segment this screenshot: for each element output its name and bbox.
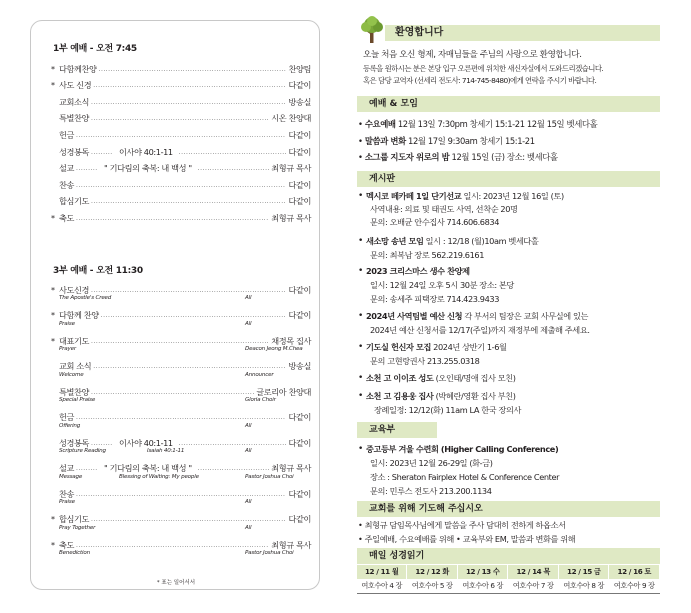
- order-item-label: 합심기도: [59, 196, 90, 207]
- order-row: [51, 196, 311, 208]
- order-item-label: 합심기도: [59, 514, 90, 524]
- leader-dots: [91, 338, 269, 345]
- order-item-label: 다함께찬양: [59, 63, 97, 74]
- order-of-worship-card: [30, 20, 320, 590]
- order-item-detail-en: Blessing of Waiting: My people: [119, 473, 199, 480]
- order-row: [51, 63, 311, 75]
- order-item-label-en: The Apostle's Creed: [59, 295, 112, 301]
- order-item-leader-en: Deacon Jeong M.Chea: [245, 346, 303, 352]
- order-item-label: 사도신경: [59, 284, 90, 295]
- order-item-leader: 다같이: [288, 514, 311, 524]
- service3-title: 3부 예배 - 오전 11:30: [53, 266, 143, 276]
- youth-retreat-contact: 문의: 민루스 전도사 213.200.1134: [370, 486, 492, 496]
- order-item-label: 찬송: [59, 179, 75, 190]
- order-item-leader-en: Pastor Joshua Choi: [245, 473, 294, 480]
- order-row: [51, 212, 311, 224]
- obituary-1-text: (오인태/명애 집사 모친): [433, 373, 516, 383]
- reading-date: 12 / 13 수: [457, 565, 508, 579]
- obituary-2-title: 소천 고 김용웅 집사: [366, 391, 434, 401]
- standing-mark: *: [51, 311, 55, 320]
- bullet-icon: •: [358, 444, 364, 454]
- xmas-concert-date: 일시: 12월 24일 오후 5시 30분 장소: 본당: [370, 280, 514, 290]
- xmas-concert-title: 2023 크리스마스 생수 찬양제: [366, 266, 470, 276]
- order-item-leader-en: All: [245, 295, 252, 301]
- order-item-leader: 방송실: [288, 96, 311, 107]
- order-item-leader-en: Pastor Joshua Choi: [245, 550, 294, 556]
- welcome-line-1: 오늘 처음 오신 형제, 자매님들을 주님의 사랑으로 환영합니다.: [363, 50, 582, 60]
- leader-dots: [99, 66, 287, 73]
- mexico-mission: [366, 191, 564, 202]
- board-header: 게시판: [357, 171, 660, 187]
- worship-item: • 말씀과 변화 12월 17일 9:30am 창세기 15:1-21: [358, 136, 535, 146]
- order-item-label-en: Prayer: [59, 346, 76, 352]
- order-row: [51, 146, 311, 158]
- new-hope-contact: 문의: 최복남 장로 562.219.6161: [370, 250, 485, 260]
- order-row: [51, 163, 311, 175]
- order-item-detail: " 기다림의 축복: 내 백성 ": [104, 163, 192, 174]
- order-item-leader: 최형규 목사: [271, 163, 311, 174]
- order-item-label-en: Praise: [59, 320, 75, 327]
- order-item-leader: 채정목 집사: [271, 335, 311, 346]
- leader-dots: [91, 440, 113, 447]
- order-row-english: [59, 397, 317, 406]
- order-item-label-en: Special Praise: [59, 397, 96, 403]
- order-item-leader-en: All: [245, 499, 252, 505]
- leader-dots: [76, 542, 269, 549]
- order-item-label: 헌금: [59, 412, 75, 422]
- reading-date: 12 / 16 토: [609, 565, 660, 579]
- standing-mark: *: [51, 515, 55, 524]
- bullet-icon: •: [358, 311, 364, 321]
- prayer-room-text: 2024년 상반기 1-6월: [430, 342, 507, 352]
- order-item-label-en: Pray Together: [59, 524, 96, 531]
- standing-mark: *: [51, 213, 55, 223]
- order-item-leader: 방송실: [288, 361, 311, 371]
- order-item-leader: 다같이: [288, 437, 311, 448]
- order-item-leader: 최형규 목사: [271, 463, 311, 473]
- reading-date: 12 / 12 화: [407, 565, 458, 579]
- order-item-leader: 다같이: [288, 146, 311, 157]
- obituary-2-funeral: 장례일정: 12/12(화) 11am LA 한국 장의사: [374, 405, 522, 415]
- prayer-room-volunteers: [366, 342, 507, 353]
- order-item-label: 헌금: [59, 129, 75, 140]
- order-row: [51, 80, 311, 92]
- order-item-label: 특별찬양: [59, 113, 90, 124]
- order-item-label: 축도: [59, 212, 75, 223]
- obituary-1-title: 소천 고 이이조 성도: [366, 373, 434, 383]
- order-item-label-en: Scripture Reading: [59, 448, 106, 454]
- order-row: [51, 113, 311, 125]
- prayer-header: 교회를 위해 기도해 주십시오: [357, 501, 660, 517]
- tree-icon: [357, 15, 387, 45]
- bullet-icon: •: [358, 373, 364, 383]
- order-item-leader-en: Gloria Choir: [245, 397, 276, 403]
- leader-dots: [91, 115, 269, 122]
- leader-dots: [76, 491, 286, 498]
- service1-title: 1부 예배 - 오전 7:45: [53, 44, 137, 54]
- order-item-leader-en: All: [245, 422, 252, 429]
- leader-dots: [91, 287, 286, 294]
- reading-chapter: 여호수아 4 장: [357, 579, 407, 593]
- leader-dots: [198, 165, 270, 172]
- order-row: [51, 179, 311, 191]
- order-item-leader: 시온 찬양대: [271, 113, 311, 124]
- budget-request-detail: 2024년 예산 신청서를 12/17(주일)까지 재정부에 제출해 주세요.: [370, 325, 590, 335]
- leader-dots: [179, 149, 287, 156]
- order-row: [51, 96, 311, 108]
- prayer-line-1: • 최형규 담임목사님에게 말씀을 주사 담대히 전하게 하옵소서: [358, 520, 566, 530]
- worship-header: 예배 & 모임: [357, 96, 660, 112]
- prayer-room-title: 기도실 헌신자 모집: [366, 342, 431, 352]
- order-item-leader: 글로리아 찬양대: [256, 386, 311, 397]
- reading-chapter: 여호수아 8 장: [558, 579, 609, 593]
- prayer-room-contact: 문의 고현랑권사 213.255.0318: [370, 356, 480, 366]
- order-item-leader: 최형규 목사: [271, 539, 311, 550]
- order-row-english: [59, 474, 317, 483]
- order-item-label-en: Praise: [59, 499, 75, 505]
- leader-dots: [198, 465, 270, 472]
- new-hope-date: 일시 : 12/18 (월)10am 벳세다홀: [423, 236, 539, 246]
- order-row-english: [59, 346, 317, 355]
- budget-request-text: 각 부서의 팀장은 교회 사무실에 있는: [462, 311, 588, 321]
- leader-dots: [76, 215, 269, 222]
- order-row-english: [59, 423, 317, 432]
- order-item-leader: 최형규 목사: [271, 212, 311, 223]
- reading-chapter: 여호수아 6 장: [457, 579, 508, 593]
- order-item-leader: 다같이: [288, 284, 311, 295]
- standing-mark: *: [51, 81, 55, 91]
- order-item-label: 대표기도: [59, 335, 90, 346]
- obituary-2-text: (박혜란/영환 집사 부친): [433, 391, 516, 401]
- leader-dots: [91, 389, 254, 396]
- order-item-label-en: Message: [59, 473, 83, 480]
- reading-chapter: 여호수아 9 장: [609, 579, 660, 593]
- mexico-mission-contact: 문의: 오배균 안수집사 714.606.6834: [370, 217, 500, 227]
- order-item-leader: 다같이: [288, 196, 311, 207]
- worship-item-title: 말씀과 변화: [364, 136, 406, 146]
- budget-request-title: 2024년 사역팀별 예산 신청: [366, 311, 463, 321]
- order-item-label-en: Benediction: [59, 550, 90, 556]
- reading-date: 12 / 15 금: [558, 565, 609, 579]
- order-item-leader: 다같이: [288, 488, 311, 499]
- bible-reading-table: [357, 565, 660, 594]
- worship-item-title: 소그룹 지도자 위로의 밤: [364, 152, 450, 162]
- standing-footnote: * 표는 일어서서: [156, 580, 196, 586]
- leader-dots: [101, 312, 287, 319]
- order-row-english: [59, 499, 317, 508]
- order-item-label: 성경봉독: [59, 437, 90, 448]
- worship-item: • 소그룹 지도자 위로의 밤 12월 15일 (금) 장소: 벳세다홀: [358, 152, 558, 162]
- order-row-english: [59, 448, 317, 457]
- youth-retreat-date: 일시: 2023년 12월 26-29일 (화-금): [370, 458, 493, 468]
- order-row-english: [59, 295, 317, 304]
- prayer-line-2: • 주일예배, 수요예배를 위해 • 교육부와 EM, 말씀과 변화를 위해: [358, 534, 576, 544]
- order-item-label: 교회소식: [59, 96, 90, 107]
- obituary-1: [366, 373, 516, 384]
- reading-date: 12 / 14 목: [508, 565, 559, 579]
- leader-dots: [76, 182, 286, 189]
- order-row-english: [59, 372, 317, 381]
- reading-chapter: 여호수아 5 장: [407, 579, 458, 593]
- order-item-detail: 이사야 40:1-11: [119, 146, 173, 157]
- order-item-label: 성경봉독: [59, 146, 90, 157]
- welcome-line-3: 혹은 담당 교역자 (선세리 전도사: 714-745-8480)에게 연락을 주시기 바랍니다.: [363, 76, 597, 85]
- mexico-mission-title: 멕시코 떼카떼 1일 단기선교: [366, 191, 462, 201]
- order-item-label: 사도 신경: [59, 80, 92, 91]
- worship-item-detail: 12월 13일 7:30pm 창세기 15:1-21 12월 15일 벳세다홀: [395, 119, 598, 129]
- bullet-icon: •: [358, 342, 364, 352]
- leader-dots: [91, 99, 286, 106]
- order-item-detail: 이사야 40:1-11: [119, 437, 173, 448]
- order-item-leader: 다같이: [288, 129, 311, 140]
- worship-item-title: 수요예배: [364, 119, 396, 129]
- order-item-label: 교회 소식: [59, 361, 92, 371]
- mexico-mission-detail: 사역내용: 의료 및 태권도 사역, 선착순 20명: [370, 204, 518, 214]
- order-item-leader-en: Announcer: [245, 371, 274, 378]
- standing-mark: *: [51, 336, 55, 346]
- mexico-mission-date: 일시: 2023년 12월 16일 (토): [461, 191, 564, 201]
- worship-item: • 수요예배 12월 13일 7:30pm 창세기 15:1-21 12월 15일 벳세다홀: [358, 119, 598, 129]
- reading-chapters-row: [357, 579, 660, 593]
- order-item-label-en: Offering: [59, 422, 81, 429]
- order-item-leader-en: All: [245, 320, 252, 327]
- bullet-icon: •: [358, 266, 364, 276]
- youth-retreat-venue: 장소 : Sheraton Fairplex Hotel & Conference Center: [370, 472, 560, 482]
- education-header: 교육부: [357, 422, 437, 438]
- bullet-icon: •: [358, 391, 364, 401]
- leader-dots: [76, 465, 98, 472]
- order-row-english: [59, 525, 317, 534]
- leader-dots: [93, 363, 286, 370]
- bullet-icon: •: [358, 236, 364, 246]
- reading-dates-row: [357, 565, 660, 579]
- order-item-detail: " 기다림의 축복: 내 백성 ": [104, 463, 192, 473]
- order-row-english: [59, 321, 317, 330]
- order-item-label-en: Welcome: [59, 371, 84, 378]
- order-item-leader-en: All: [245, 524, 252, 531]
- leader-dots: [76, 414, 286, 421]
- standing-mark: *: [51, 64, 55, 74]
- order-item-label: 설교: [59, 463, 75, 473]
- order-item-leader: 다같이: [288, 412, 311, 422]
- order-row: [51, 129, 311, 141]
- standing-mark: *: [51, 540, 55, 550]
- order-item-leader: 다같이: [288, 310, 311, 320]
- leader-dots: [93, 82, 286, 89]
- welcome-line-2: 등록을 원하시는 분은 본당 입구 오른편에 위치한 새신자실에서 도와드리겠습니다.: [363, 64, 604, 73]
- order-row-english: [59, 550, 317, 559]
- order-item-label: 다함께 찬양: [59, 310, 99, 320]
- youth-retreat-title: 중고등부 겨울 수련회 (Higher Calling Conference): [366, 444, 559, 454]
- leader-dots: [91, 149, 113, 156]
- reading-header: 매일 성경읽기: [357, 548, 660, 564]
- order-item-detail-en: Isaiah 40:1-11: [147, 448, 185, 454]
- leader-dots: [76, 165, 98, 172]
- reading-chapter: 여호수아 7 장: [508, 579, 559, 593]
- reading-date: 12 / 11 월: [357, 565, 407, 579]
- order-item-leader: 찬양팀: [288, 63, 311, 74]
- order-item-label: 설교: [59, 163, 75, 174]
- order-item-leader-en: All: [245, 448, 252, 454]
- order-item-leader: 다같이: [288, 80, 311, 91]
- standing-mark: *: [51, 285, 55, 295]
- leader-dots: [76, 132, 286, 139]
- xmas-concert-contact: 문의: 송세주 피택장로 714.423.9433: [370, 294, 500, 304]
- order-item-label: 찬송: [59, 488, 75, 499]
- leader-dots: [91, 198, 286, 205]
- worship-item-detail: 12월 17일 9:30am 창세기 15:1-21: [405, 136, 535, 146]
- bullet-icon: •: [358, 191, 364, 201]
- order-item-label: 축도: [59, 539, 75, 550]
- worship-item-detail: 12월 15일 (금) 장소: 벳세다홀: [449, 152, 558, 162]
- leader-dots: [179, 440, 287, 447]
- budget-request: [366, 311, 588, 322]
- order-item-leader: 다같이: [288, 179, 311, 190]
- order-item-label: 특별찬양: [59, 386, 90, 397]
- new-hope-gathering: [366, 236, 538, 247]
- leader-dots: [91, 516, 286, 523]
- welcome-header: 환영합니다: [385, 25, 660, 41]
- new-hope-title: 새소망 송년 모임: [366, 236, 424, 246]
- obituary-2: [366, 391, 516, 402]
